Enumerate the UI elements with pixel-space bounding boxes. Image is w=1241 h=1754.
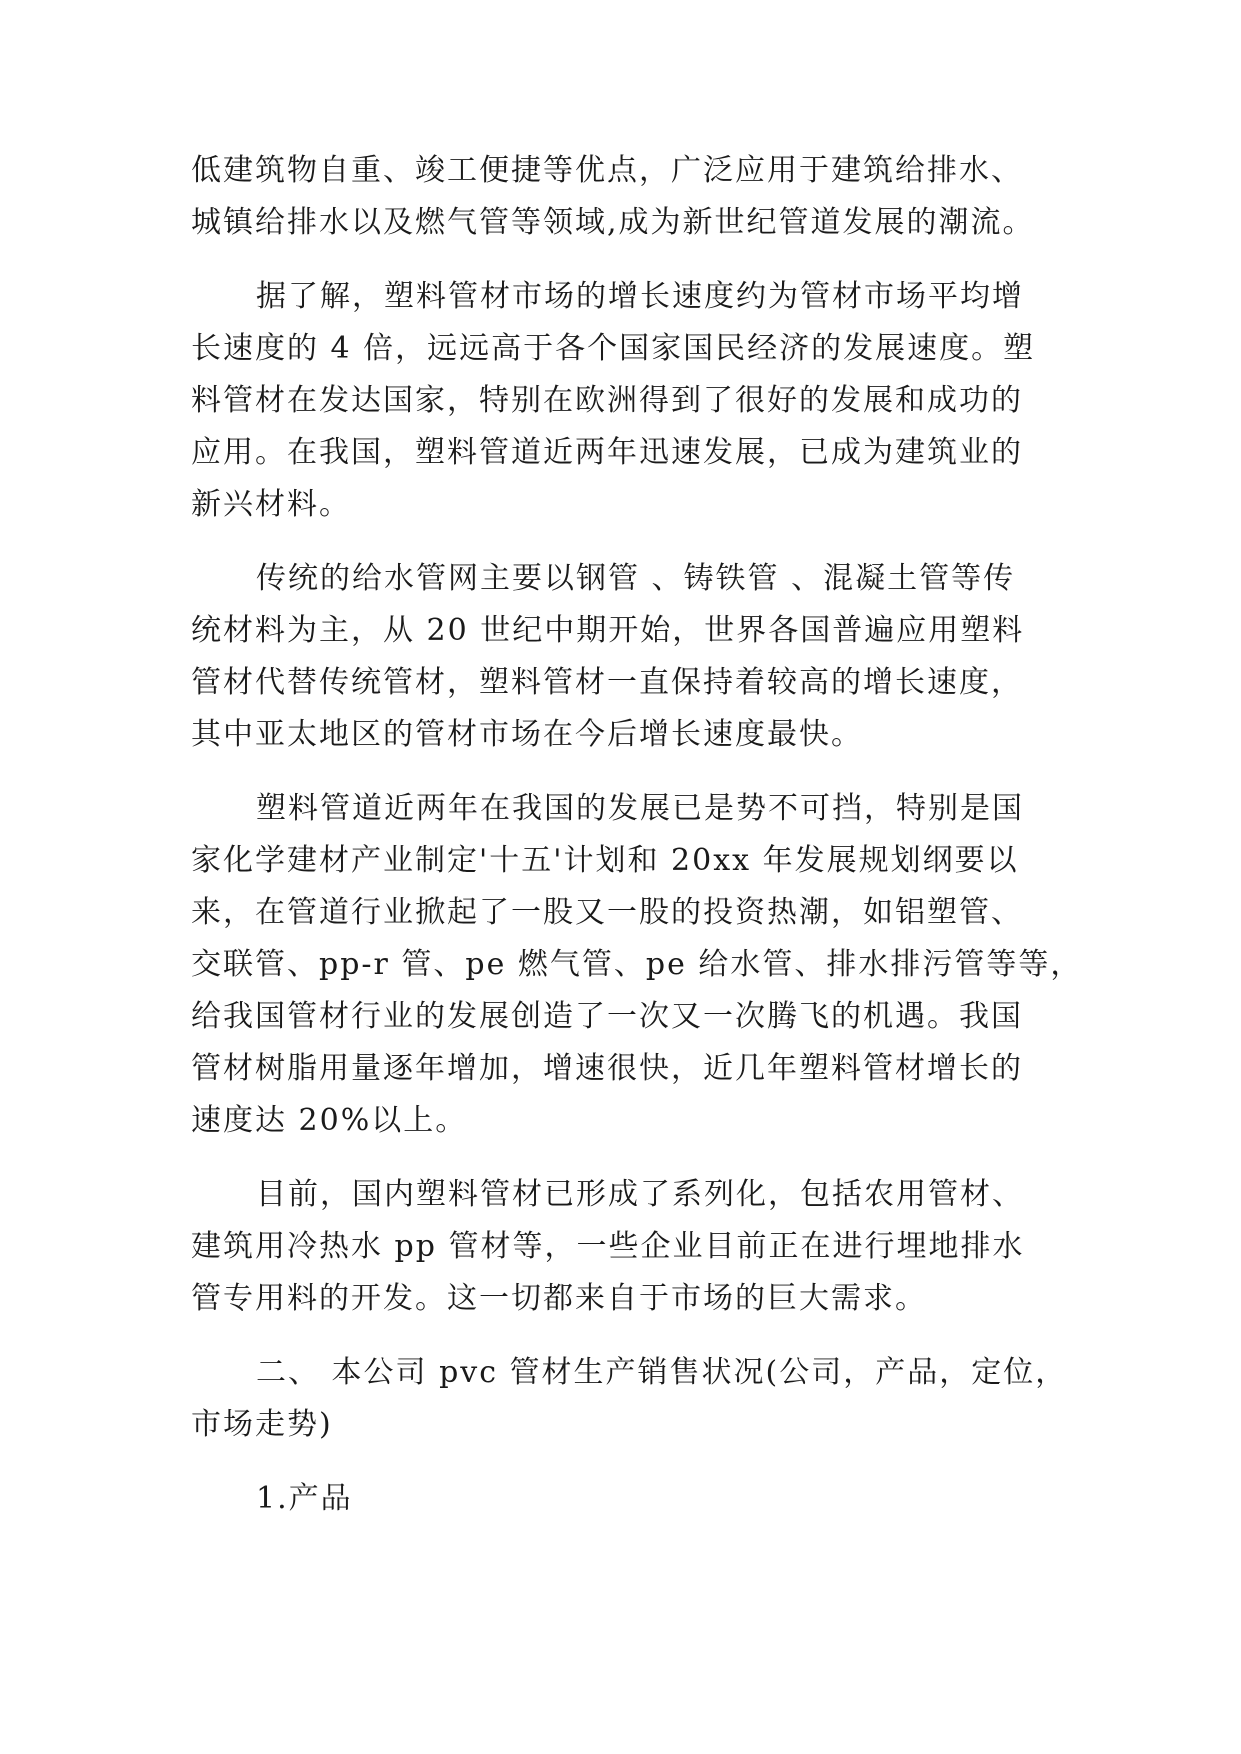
paragraph-start: 据了解，塑料管材市场的增长速度约为管材市场平均增 (256, 279, 1024, 314)
text-line: 速度达 20%以上。 (191, 1103, 468, 1138)
text-line: 低建筑物自重、竣工便捷等优点，广泛应用于建筑给排水、 (191, 153, 1023, 188)
text-line: 管专用料的开发。这一切都来自于市场的巨大需求。 (191, 1281, 927, 1316)
text-line: 给我国管材行业的发展创造了一次又一次腾飞的机遇。我国 (191, 999, 1023, 1034)
text-line: 统材料为主，从 20 世纪中期开始，世界各国普遍应用塑料 (191, 613, 1025, 648)
text-line: 城镇给排水以及燃气管等领域,成为新世纪管道发展的潮流。 (191, 205, 1035, 240)
text-line: 长速度的 4 倍，远远高于各个国家国民经济的发展速度。塑 (191, 331, 1036, 366)
text-line: 来，在管道行业掀起了一股又一股的投资热潮，如铝塑管、 (191, 895, 1023, 930)
text-line: 应用。在我国，塑料管道近两年迅速发展，已成为建筑业的 (191, 435, 1023, 470)
section-heading-continued: 市场走势) (191, 1407, 333, 1442)
text-line: 管材树脂用量逐年增加，增速很快，近几年塑料管材增长的 (191, 1051, 1023, 1086)
subsection-heading: 1.产品 (256, 1481, 353, 1516)
paragraph-start: 目前，国内塑料管材已形成了系列化，包括农用管材、 (256, 1177, 1024, 1212)
text-line: 新兴材料。 (191, 487, 351, 522)
text-line: 交联管、pp-r 管、pe 燃气管、pe 给水管、排水排污管等等， (191, 947, 1083, 982)
text-line: 家化学建材产业制定'十五'计划和 20xx 年发展规划纲要以 (191, 843, 1019, 878)
text-line: 料管材在发达国家，特别在欧洲得到了很好的发展和成功的 (191, 383, 1023, 418)
text-line: 建筑用冷热水 pp 管材等，一些企业目前正在进行埋地排水 (191, 1229, 1025, 1264)
section-heading: 二、 本公司 pvc 管材生产销售状况(公司，产品，定位， (256, 1355, 1068, 1390)
paragraph-start: 传统的给水管网主要以钢管 、铸铁管 、混凝土管等传 (256, 561, 1016, 596)
paragraph-start: 塑料管道近两年在我国的发展已是势不可挡，特别是国 (256, 791, 1024, 826)
text-line: 其中亚太地区的管材市场在今后增长速度最快。 (191, 717, 863, 752)
text-line: 管材代替传统管材，塑料管材一直保持着较高的增长速度， (191, 665, 1023, 700)
